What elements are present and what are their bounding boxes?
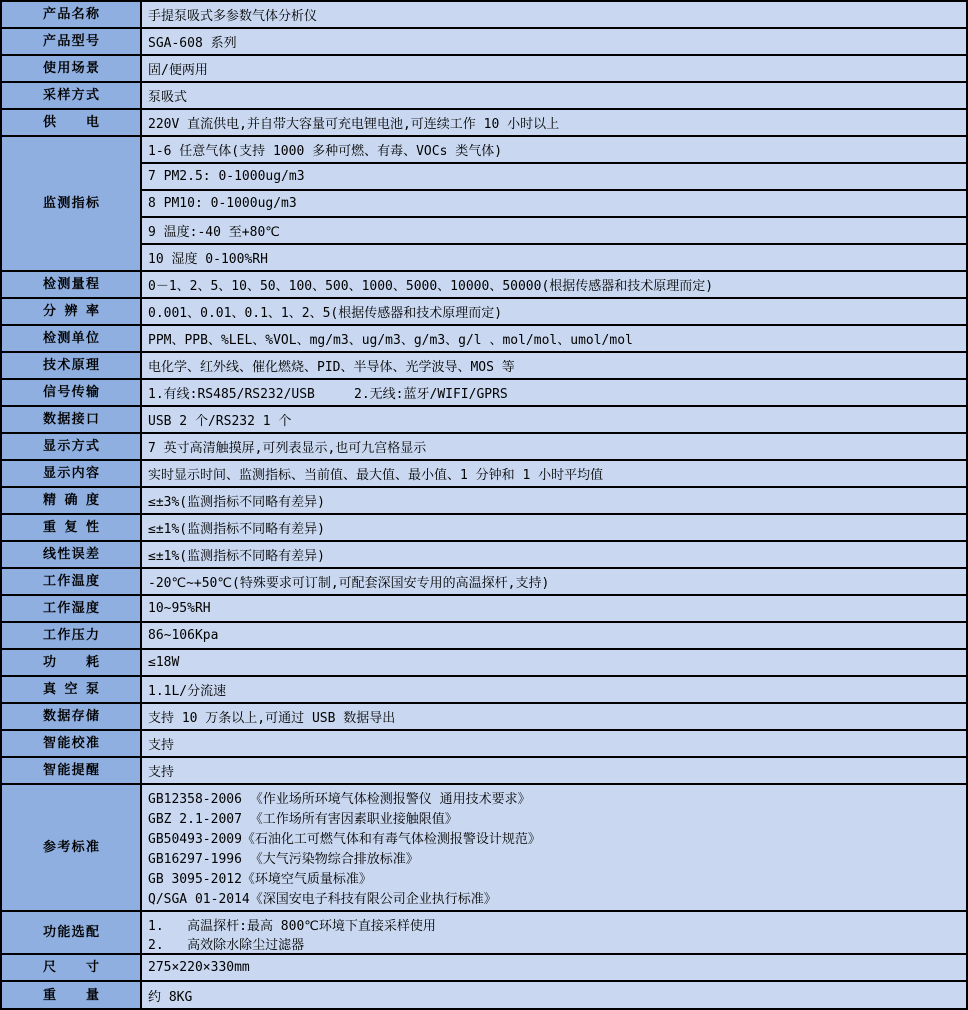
value-cell (142, 110, 966, 135)
row-product-model (2, 29, 966, 56)
row-value: 0－1、2、5、10、50、100、500、1000、5000、10000、50000(根据传感器和技术原理而定) (148, 279, 714, 294)
row-value: 固/便两用 (148, 63, 208, 78)
row-label: 使用场景 (43, 61, 99, 76)
row-label: 工作湿度 (43, 601, 99, 616)
row-label: 数据接口 (43, 412, 99, 427)
row-monitor-indicators (2, 137, 966, 272)
row-value: 支持 (148, 738, 175, 753)
row-label: 显示内容 (43, 466, 99, 481)
row-smart-calibration (2, 731, 966, 758)
label-cell (2, 785, 142, 910)
value-cell (142, 56, 966, 81)
row-dimensions (2, 955, 966, 982)
standard-item: GB12358-2006 《作业场所环境气体检测报警仪 通用技术要求》 (148, 792, 531, 808)
label-cell (2, 380, 142, 405)
row-value: ≤±3%(监测指标不同略有差异) (148, 495, 325, 510)
row-display-mode (2, 434, 966, 461)
row-value: 220V 直流供电,并自带大容量可充电锂电池,可连续工作 10 小时以上 (148, 117, 560, 132)
standard-item: GB16297-1996 《大气污染物综合排放标准》 (148, 851, 419, 867)
row-power-consumption (2, 650, 966, 677)
value-cell (142, 677, 966, 702)
label-cell (2, 29, 142, 54)
value-cell (142, 542, 966, 567)
value-cell (142, 623, 966, 648)
value-cell (142, 29, 966, 54)
standard-item: GBZ 2.1-2007 《工作场所有害因素职业接触限值》 (148, 812, 458, 828)
label-cell (2, 83, 142, 108)
row-accuracy (2, 488, 966, 515)
row-label: 参考标准 (43, 840, 99, 855)
label-cell (2, 407, 142, 432)
row-display-content (2, 461, 966, 488)
row-value: 10~95%RH (148, 601, 211, 616)
row-value: 0.001、0.01、0.1、1、2、5(根据传感器和技术原理而定) (148, 306, 503, 321)
label-cell (2, 110, 142, 135)
row-label: 真空泵 (43, 682, 99, 697)
row-label: 采样方式 (43, 88, 99, 103)
row-value: ≤18W (148, 655, 180, 670)
row-value: 支持 (148, 765, 175, 780)
row-value: 86~106Kpa (148, 628, 219, 643)
row-reference-standards (2, 785, 966, 912)
row-label: 产品型号 (43, 34, 99, 49)
row-optional-features (2, 912, 966, 955)
label-cell (2, 677, 142, 702)
value-cell (142, 650, 966, 675)
value-cell (142, 758, 966, 783)
row-label: 工作压力 (43, 628, 99, 643)
value-cell (142, 488, 966, 513)
row-label: 分辨率 (43, 304, 99, 319)
monitor-item: 7 PM2.5: 0-1000ug/m3 (148, 169, 305, 184)
value-cell (142, 407, 966, 432)
row-label: 功耗 (43, 655, 99, 670)
label-cell (2, 488, 142, 513)
label-cell (2, 56, 142, 81)
label-cell (2, 650, 142, 675)
row-value: 1.1L/分流速 (148, 684, 227, 699)
monitor-item: 8 PM10: 0-1000ug/m3 (148, 196, 297, 211)
row-value: 支持 10 万条以上,可通过 USB 数据导出 (148, 711, 396, 726)
value-cell (142, 596, 966, 621)
monitor-item: 9 温度:-40 至+80℃ (148, 225, 280, 240)
option-item: 1. 高温探杆:最高 800℃环境下直接采样使用 (148, 919, 436, 934)
row-vacuum-pump (2, 677, 966, 704)
row-label: 重量 (43, 987, 99, 1003)
value-cell (142, 434, 966, 459)
row-linearity-error (2, 542, 966, 569)
row-label: 检测单位 (43, 331, 99, 346)
label-cell (2, 912, 142, 953)
row-product-name (2, 2, 966, 29)
label-cell (2, 758, 142, 783)
row-value: SGA-608 系列 (148, 36, 237, 51)
value-cell (142, 83, 966, 108)
row-value: 1.有线:RS485/RS232/USB 2.无线:蓝牙/WIFI/GPRS (148, 387, 508, 402)
row-label: 功能选配 (43, 925, 99, 940)
value-cell (142, 515, 966, 540)
row-label: 工作温度 (43, 574, 99, 589)
row-resolution (2, 299, 966, 326)
row-power-supply (2, 110, 966, 137)
row-data-storage (2, 704, 966, 731)
label-cell (2, 542, 142, 567)
label-cell (2, 731, 142, 756)
value-cell (142, 982, 966, 1008)
row-label: 监测指标 (43, 196, 99, 211)
row-label: 技术原理 (43, 358, 99, 373)
option-item: 2. 高效除水除尘过滤器 (148, 938, 305, 953)
standard-item: Q/SGA 01-2014《深国安电子科技有限公司企业执行标准》 (148, 891, 497, 907)
row-label: 尺寸 (43, 960, 99, 975)
value-cell (142, 704, 966, 729)
row-sampling-method (2, 83, 966, 110)
row-label: 显示方式 (43, 439, 99, 454)
monitor-item: 1-6 任意气体(支持 1000 多种可燃、有毒、VOCs 类气体) (148, 144, 503, 159)
row-signal-transmission (2, 380, 966, 407)
row-value: USB 2 个/RS232 1 个 (148, 414, 292, 429)
label-cell (2, 461, 142, 486)
label-cell (2, 982, 142, 1008)
label-cell (2, 2, 142, 27)
value-cell (142, 731, 966, 756)
value-cell (142, 272, 966, 297)
row-usage-scenario (2, 56, 966, 83)
label-cell (2, 353, 142, 378)
row-technical-principle (2, 353, 966, 380)
label-cell (2, 596, 142, 621)
row-label: 智能提醒 (43, 763, 99, 778)
row-label: 重复性 (43, 520, 99, 535)
options-list (142, 912, 966, 953)
label-cell (2, 623, 142, 648)
row-working-temperature (2, 569, 966, 596)
row-smart-reminder (2, 758, 966, 785)
standard-item: GB50493-2009《石油化工可燃气体和有毒气体检测报警设计规范》 (148, 832, 541, 848)
row-value: 7 英寸高清触摸屏,可列表显示,也可九宫格显示 (148, 441, 427, 456)
label-cell (2, 326, 142, 351)
row-value: PPM、PPB、%LEL、%VOL、mg/m3、ug/m3、g/m3、g/l 、mol/mol、umol/mol (148, 333, 633, 348)
value-cell (142, 353, 966, 378)
row-value: 实时显示时间、监测指标、当前值、最大值、最小值、1 分钟和 1 小时平均值 (148, 468, 604, 483)
row-value: 手提泵吸式多参数气体分析仪 (148, 9, 318, 24)
row-label: 产品名称 (43, 7, 99, 22)
row-value: ≤±1%(监测指标不同略有差异) (148, 522, 325, 537)
label-cell (2, 434, 142, 459)
label-cell (2, 515, 142, 540)
row-value: 电化学、红外线、催化燃烧、PID、半导体、光学波导、MOS 等 (148, 360, 515, 375)
value-cell (142, 299, 966, 324)
monitor-sub-row (142, 218, 966, 245)
label-cell (2, 137, 142, 270)
row-data-interface (2, 407, 966, 434)
label-cell (2, 569, 142, 594)
monitor-sub-row (142, 137, 966, 164)
monitor-sub-row (142, 191, 966, 218)
monitor-item: 10 湿度 0-100%RH (148, 252, 268, 267)
value-cell (142, 2, 966, 27)
label-cell (2, 272, 142, 297)
monitor-sub-rows (142, 137, 966, 270)
row-label: 数据存储 (43, 709, 99, 724)
row-value: 泵吸式 (148, 90, 188, 105)
row-label: 供电 (43, 115, 99, 130)
value-cell (142, 461, 966, 486)
row-value: 约 8KG (148, 989, 193, 1005)
row-label: 线性误差 (43, 547, 99, 562)
row-weight (2, 982, 966, 1008)
row-repeatability (2, 515, 966, 542)
label-cell (2, 299, 142, 324)
row-value: -20℃~+50℃(特殊要求可订制,可配套深国安专用的高温探杆,支持) (148, 576, 550, 591)
row-working-humidity (2, 596, 966, 623)
value-cell (142, 380, 966, 405)
label-cell (2, 704, 142, 729)
row-label: 精确度 (43, 493, 99, 508)
value-cell (142, 955, 966, 980)
monitor-sub-row (142, 245, 966, 270)
row-detection-range (2, 272, 966, 299)
row-detection-unit (2, 326, 966, 353)
row-label: 检测量程 (43, 277, 99, 292)
row-working-pressure (2, 623, 966, 650)
row-label: 智能校准 (43, 736, 99, 751)
monitor-sub-row (142, 164, 966, 191)
row-value: ≤±1%(监测指标不同略有差异) (148, 549, 325, 564)
standard-item: GB 3095-2012《环境空气质量标准》 (148, 871, 372, 887)
row-label: 信号传输 (43, 385, 99, 400)
label-cell (2, 955, 142, 980)
value-cell (142, 326, 966, 351)
row-value: 275×220×330mm (148, 960, 250, 975)
value-cell (142, 569, 966, 594)
standards-list (142, 785, 966, 910)
